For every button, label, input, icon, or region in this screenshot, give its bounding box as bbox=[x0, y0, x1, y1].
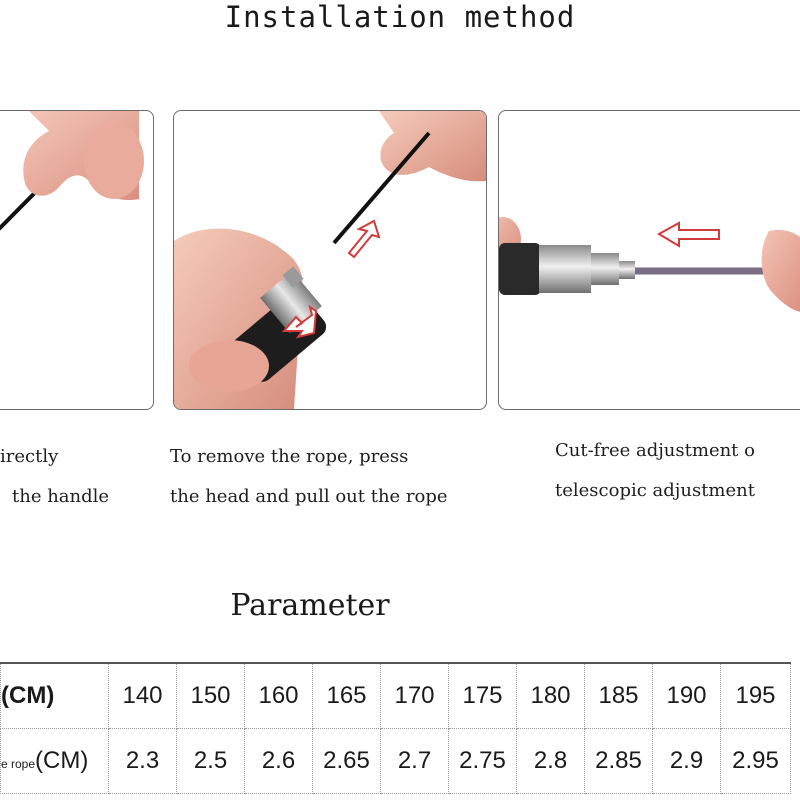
table-cell: 150 bbox=[177, 663, 245, 729]
table-cell: 180 bbox=[517, 663, 585, 729]
row-label-height: (CM) bbox=[1, 663, 109, 729]
table-cell: 165 bbox=[313, 663, 381, 729]
table-cell: 2.7 bbox=[381, 729, 449, 794]
table-cell: 190 bbox=[653, 663, 721, 729]
table-cell: 2.75 bbox=[449, 729, 517, 794]
parameter-table bbox=[0, 662, 791, 794]
table-cell: 170 bbox=[381, 663, 449, 729]
step-1-caption-line-2: the handle bbox=[12, 486, 110, 507]
step-image-insert-rope bbox=[0, 110, 154, 410]
right-hand bbox=[762, 230, 800, 312]
handle-cap bbox=[539, 245, 591, 293]
step-image-remove-rope bbox=[173, 110, 487, 410]
table-row-height bbox=[1, 663, 791, 729]
step-1-caption-line-1: irectly bbox=[0, 446, 59, 467]
step-3-caption-line-1: Cut-free adjustment o bbox=[555, 440, 755, 461]
table-cell: 2.6 bbox=[245, 729, 313, 794]
step-3-caption-line-2: telescopic adjustment bbox=[555, 480, 755, 501]
table-cell: 195 bbox=[721, 663, 791, 729]
handle-body bbox=[499, 243, 541, 295]
table-cell: 140 bbox=[109, 663, 177, 729]
step-image-adjust-rope bbox=[498, 110, 800, 410]
table-cell: 2.85 bbox=[585, 729, 653, 794]
arrow-up-icon bbox=[349, 221, 379, 257]
table-cell: 2.95 bbox=[721, 729, 791, 794]
table-cell: 2.9 bbox=[653, 729, 721, 794]
table-cell: 175 bbox=[449, 663, 517, 729]
row-label-rope: e rope(CM) bbox=[1, 729, 109, 794]
table-cell: 185 bbox=[585, 663, 653, 729]
table-cell: 2.65 bbox=[313, 729, 381, 794]
parameter-title: Parameter bbox=[230, 588, 390, 623]
table-cell: 2.3 bbox=[109, 729, 177, 794]
arrow-left-icon bbox=[659, 223, 719, 246]
step-2-caption-line-2: the head and pull out the rope bbox=[170, 486, 448, 507]
table-cell: 2.8 bbox=[517, 729, 585, 794]
installation-title: Installation method bbox=[224, 0, 576, 34]
table-cell: 2.5 bbox=[177, 729, 245, 794]
table-cell: 160 bbox=[245, 663, 313, 729]
step-2-caption-line-1: To remove the rope, press bbox=[170, 446, 409, 467]
table-row-rope-length bbox=[1, 729, 791, 794]
